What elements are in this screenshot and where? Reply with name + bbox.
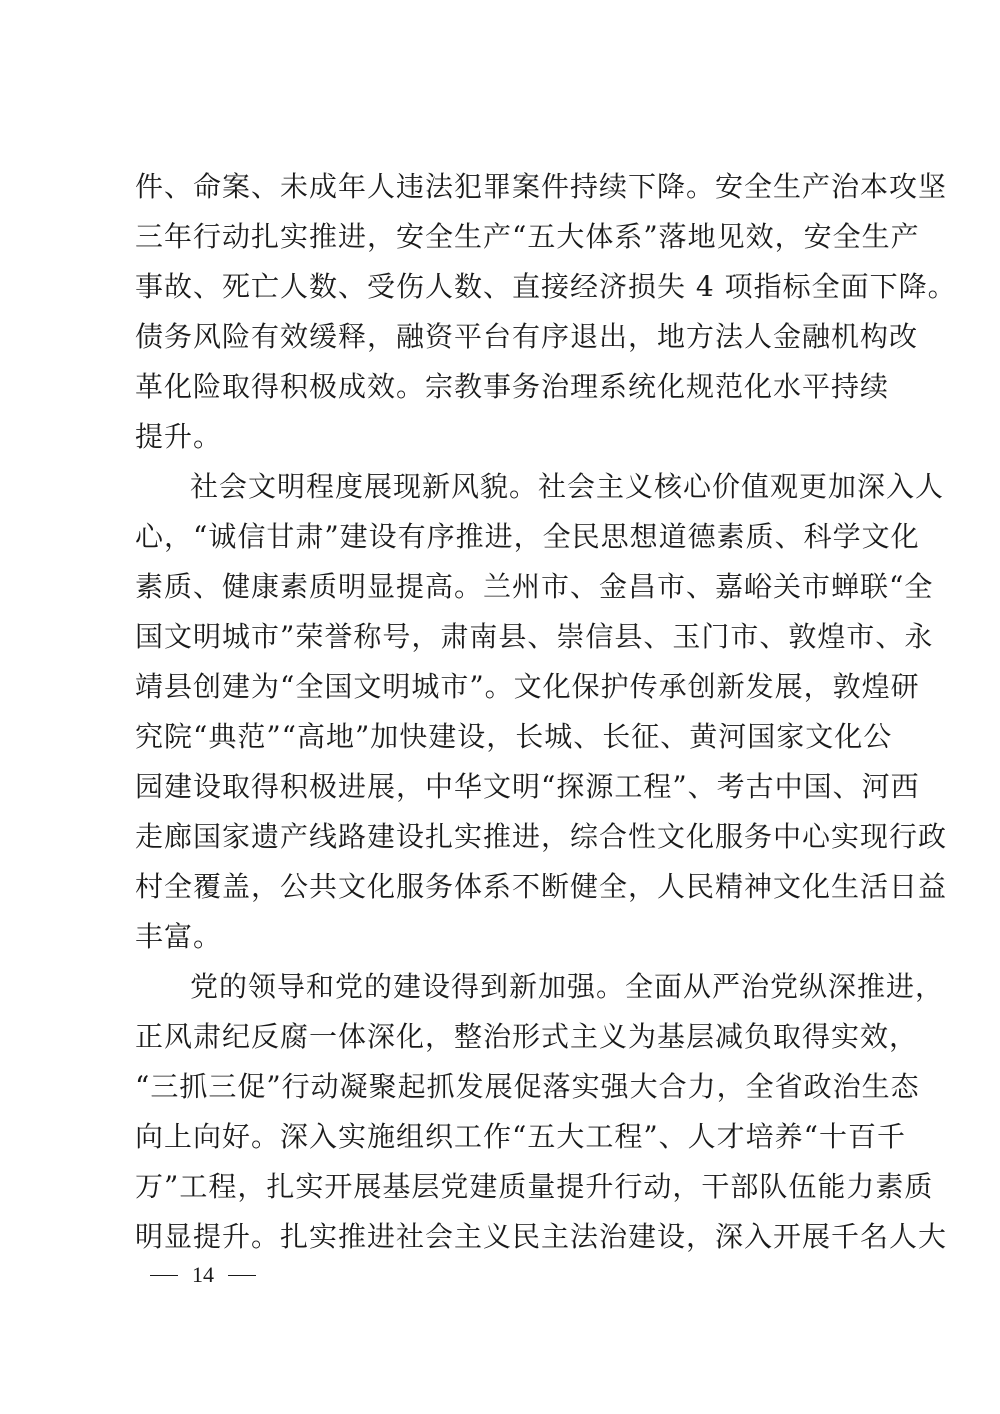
text-line: 债务风险有效缓释，融资平台有序退出，地方法人金融机构改 [135, 320, 919, 353]
text-line: “三抓三促”行动凝聚起抓发展促落实强大合力，全省政治生态 [135, 1070, 920, 1103]
text-line: 国文明城市”荣誉称号，肃南县、崇信县、玉门市、敦煌市、永 [135, 620, 934, 653]
text-line: 靖县创建为“全国文明城市”。文化保护传承创新发展，敦煌研 [135, 670, 920, 703]
text-line: 万”工程，扎实开展基层党建质量提升行动，干部队伍能力素质 [135, 1170, 934, 1203]
text-line: 事故、死亡人数、受伤人数、直接经济损失 4 项指标全面下降。 [135, 270, 957, 303]
text-line: 丰富。 [135, 920, 223, 953]
text-line: 园建设取得积极进展，中华文明“探源工程”、考古中国、河西 [135, 770, 920, 803]
paragraph-first-line: 党的领导和党的建设得到新加强。全面从严治党纵深推进， [190, 970, 945, 1003]
text-line: 革化险取得积极成效。宗教事务治理系统化规范化水平持续 [135, 370, 890, 403]
page-number [150, 1260, 256, 1290]
dash-right [228, 1275, 256, 1276]
text-line: 三年行动扎实推进，安全生产“五大体系”落地见效，安全生产 [135, 220, 920, 253]
text-line: 素质、健康素质明显提高。兰州市、金昌市、嘉峪关市蝉联“全 [135, 570, 934, 603]
text-line: 件、命案、未成年人违法犯罪案件持续下降。安全生产治本攻坚 [135, 170, 948, 203]
text-line: 走廊国家遗产线路建设扎实推进，综合性文化服务中心实现行政 [135, 820, 948, 853]
text-line: 提升。 [135, 420, 223, 453]
paragraph-first-line: 社会文明程度展现新风貌。社会主义核心价值观更加深入人 [190, 470, 945, 503]
text-line: 究院“典范”“高地”加快建设，长城、长征、黄河国家文化公 [135, 720, 893, 753]
dash-left [150, 1275, 178, 1276]
page-number-value: 14 [192, 1262, 214, 1287]
text-line: 向上向好。深入实施组织工作“五大工程”、人才培养“十百千 [135, 1120, 906, 1153]
text-line: 正风肃纪反腐一体深化，整治形式主义为基层减负取得实效， [135, 1020, 919, 1053]
text-line: 心，“诚信甘肃”建设有序推进，全民思想道德素质、科学文化 [135, 520, 920, 553]
text-line: 明显提升。扎实推进社会主义民主法治建设，深入开展千名人大 [135, 1220, 948, 1253]
text-line: 村全覆盖，公共文化服务体系不断健全，人民精神文化生活日益 [135, 870, 948, 903]
